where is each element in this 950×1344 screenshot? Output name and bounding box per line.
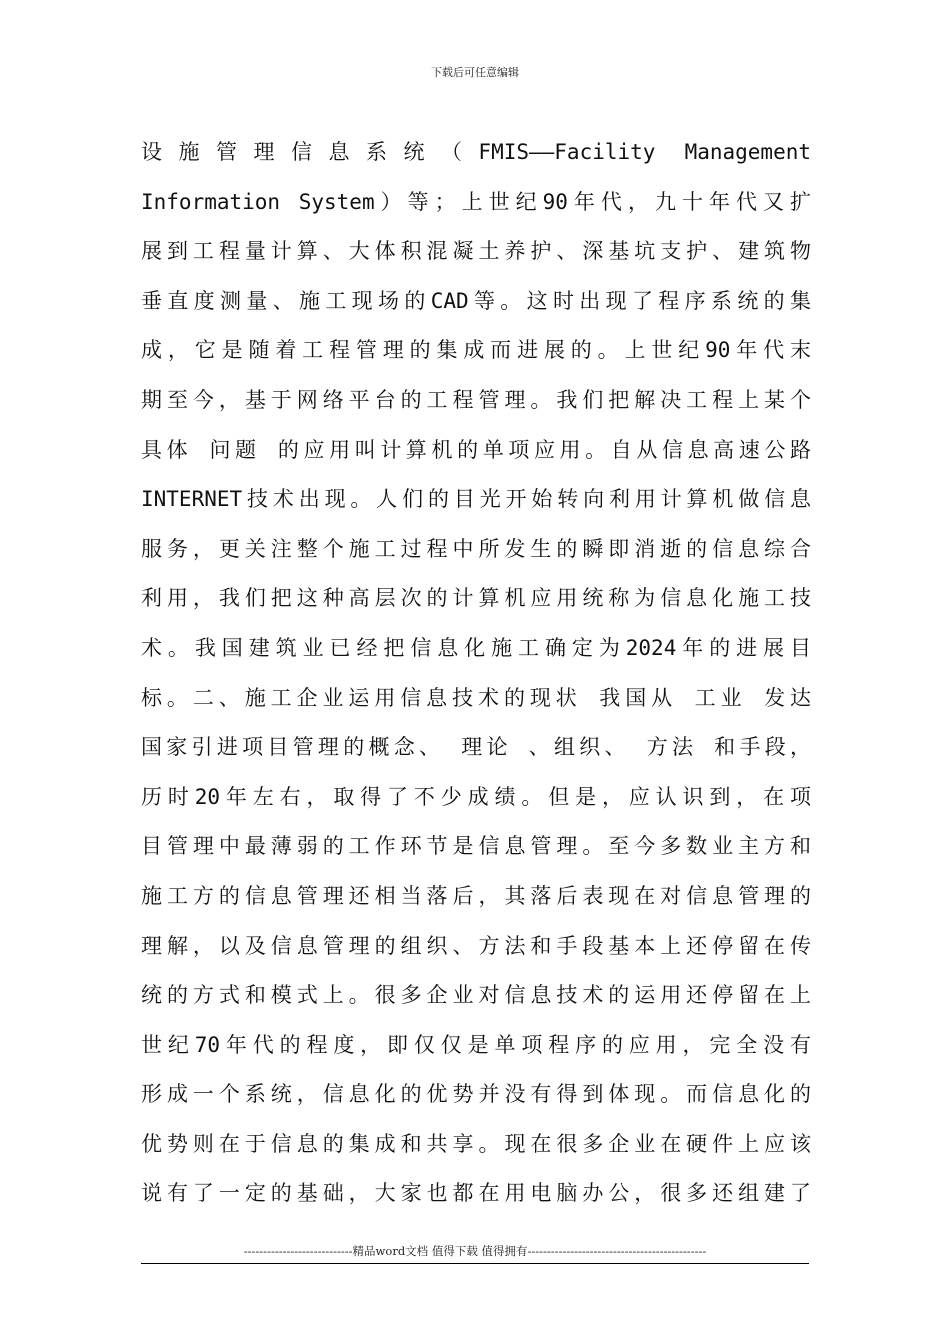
- body-line: 展到工程量计算、大体积混凝土养护、深基坑支护、建筑物: [141, 239, 811, 264]
- body-line: 形成一个系统，信息化的优势并没有得到体现。而信息化的: [141, 1082, 811, 1107]
- body-line: 统的方式和模式上。很多企业对信息技术的运用还停留在上: [141, 983, 811, 1008]
- body-line: 垂直度测量、施工现场的CAD等。这时出现了程序系统的集: [141, 288, 811, 313]
- body-line: 施工方的信息管理还相当落后，其落后表现在对信息管理的: [141, 883, 811, 908]
- footer-divider: [141, 1263, 809, 1264]
- body-line: INTERNET技术出现。人们的目光开始转向利用计算机做信息: [141, 487, 811, 512]
- body-line: 世纪70年代的程度，即仅仅是单项程序的应用，完全没有: [141, 1032, 811, 1057]
- body-line: 设施管理信息系统（FMIS——Facility Management: [141, 140, 811, 164]
- body-line: 术。我国建筑业已经把信息化施工确定为2024年的进展目: [141, 635, 811, 660]
- body-line: 成，它是随着工程管理的集成而进展的。上世纪90年代末: [141, 338, 811, 363]
- body-line: 标。二、施工企业运用信息技术的现状 我国从 工业 发达: [141, 685, 811, 710]
- body-line: 说有了一定的基础，大家也都在用电脑办公，很多还组建了: [141, 1181, 811, 1206]
- body-text: [141, 128, 811, 1219]
- body-line: 服务，更关注整个施工过程中所发生的瞬即消逝的信息综合: [141, 536, 811, 561]
- page-header: 下载后可任意编辑: [431, 66, 519, 79]
- page-footer: ----------------------------精品word文档 值得下载 值得拥有----------------------------------------------: [243, 1244, 707, 1258]
- body-line: 目管理中最薄弱的工作环节是信息管理。至今多数业主方和: [141, 834, 811, 859]
- body-line: 理解，以及信息管理的组织、方法和手段基本上还停留在传: [141, 933, 811, 958]
- body-line: 历时20年左右，取得了不少成绩。但是，应认识到，在项: [141, 784, 811, 809]
- body-line: 利用，我们把这种高层次的计算机应用统称为信息化施工技: [141, 586, 811, 611]
- body-line: 具体 问题 的应用叫计算机的单项应用。自从信息高速公路: [141, 437, 811, 462]
- body-line: 期至今，基于网络平台的工程管理。我们把解决工程上某个: [141, 387, 811, 412]
- body-line: 优势则在于信息的集成和共享。现在很多企业在硬件上应该: [141, 1131, 811, 1156]
- body-line: 国家引进项目管理的概念、 理论 、组织、 方法 和手段，: [141, 735, 811, 760]
- body-line: Information System）等；上世纪90年代，九十年代又扩: [141, 189, 811, 214]
